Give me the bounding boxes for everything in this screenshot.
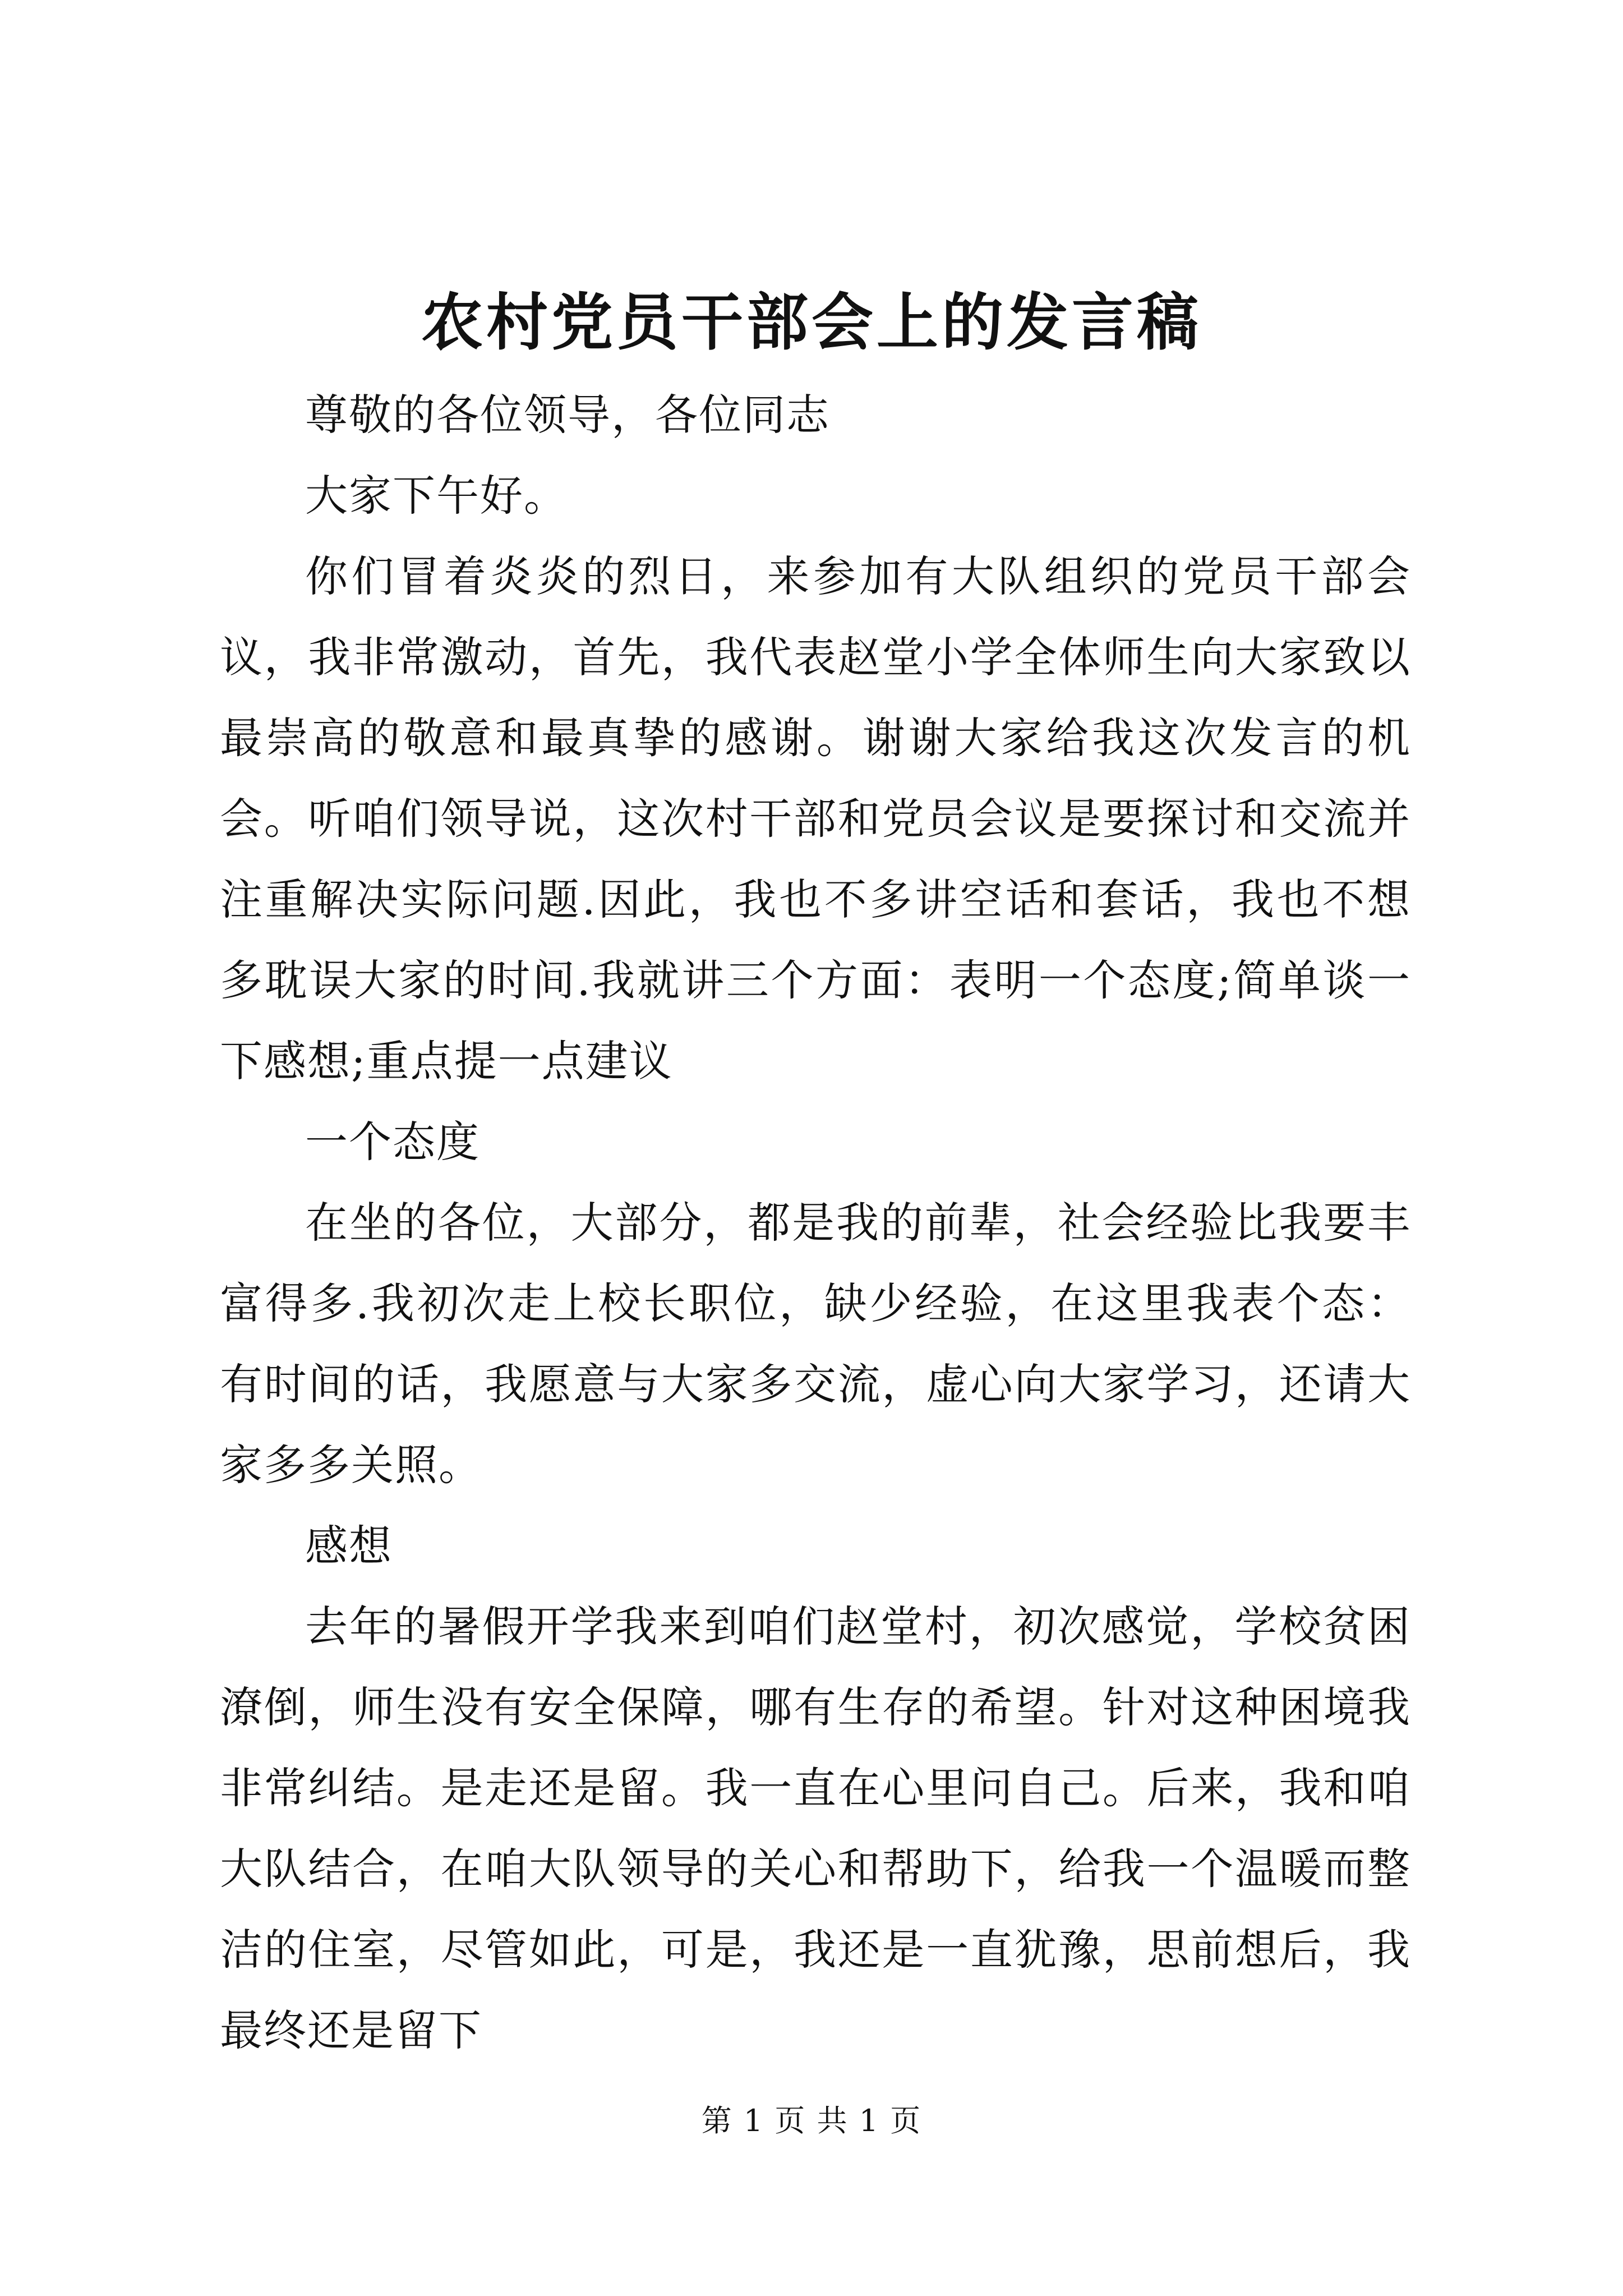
section-heading-attitude: 一个态度: [305, 1117, 480, 1167]
thoughts-paragraph: 去年的暑假开学我来到咱们赵堂村，初次感觉，学校贫困潦倒，师生没有安全保障，哪有生存的希望。针对这种困境我非常纠结。是走还是留。我一直在心里问自己。后来，我和咱大队结合，在咱大队领导的关心和帮助下，给我一个温暖而整洁的住室，尽管如此，可是，我还是一直犹豫，思前想后，我最终还是留下: [220, 1602, 1411, 2055]
salutation-paragraph: 尊敬的各位领导，各位同志: [305, 390, 830, 440]
document-body: [220, 375, 1411, 2071]
greeting-paragraph: 大家下午好。: [305, 471, 568, 521]
page-number-footer: 第 1 页 共 1 页: [701, 2103, 922, 2138]
section-heading-thoughts: 感想: [305, 1521, 393, 1571]
document-title: 农村党员干部会上的发言稿: [421, 286, 1202, 358]
attitude-paragraph: 在坐的各位，大部分，都是我的前辈，社会经验比我要丰富得多.我初次走上校长职位，缺少经验，在这里我表个态：有时间的话，我愿意与大家多交流，虚心向大家学习，还请大家多多关照。: [220, 1198, 1411, 1490]
intro-paragraph: 你们冒着炎炎的烈日，来参加有大队组织的党员干部会议，我非常激动，首先，我代表赵堂小学全体师生向大家致以最崇高的敬意和最真挚的感谢。谢谢大家给我这次发言的机会。听咱们领导说，这次村干部和党员会议是要探讨和交流并注重解决实际问题.因此，我也不多讲空话和套话，我也不想多耽误大家的时间.我就讲三个方面：表明一个态度;简单谈一下感想;重点提一点建议: [220, 551, 1411, 1086]
